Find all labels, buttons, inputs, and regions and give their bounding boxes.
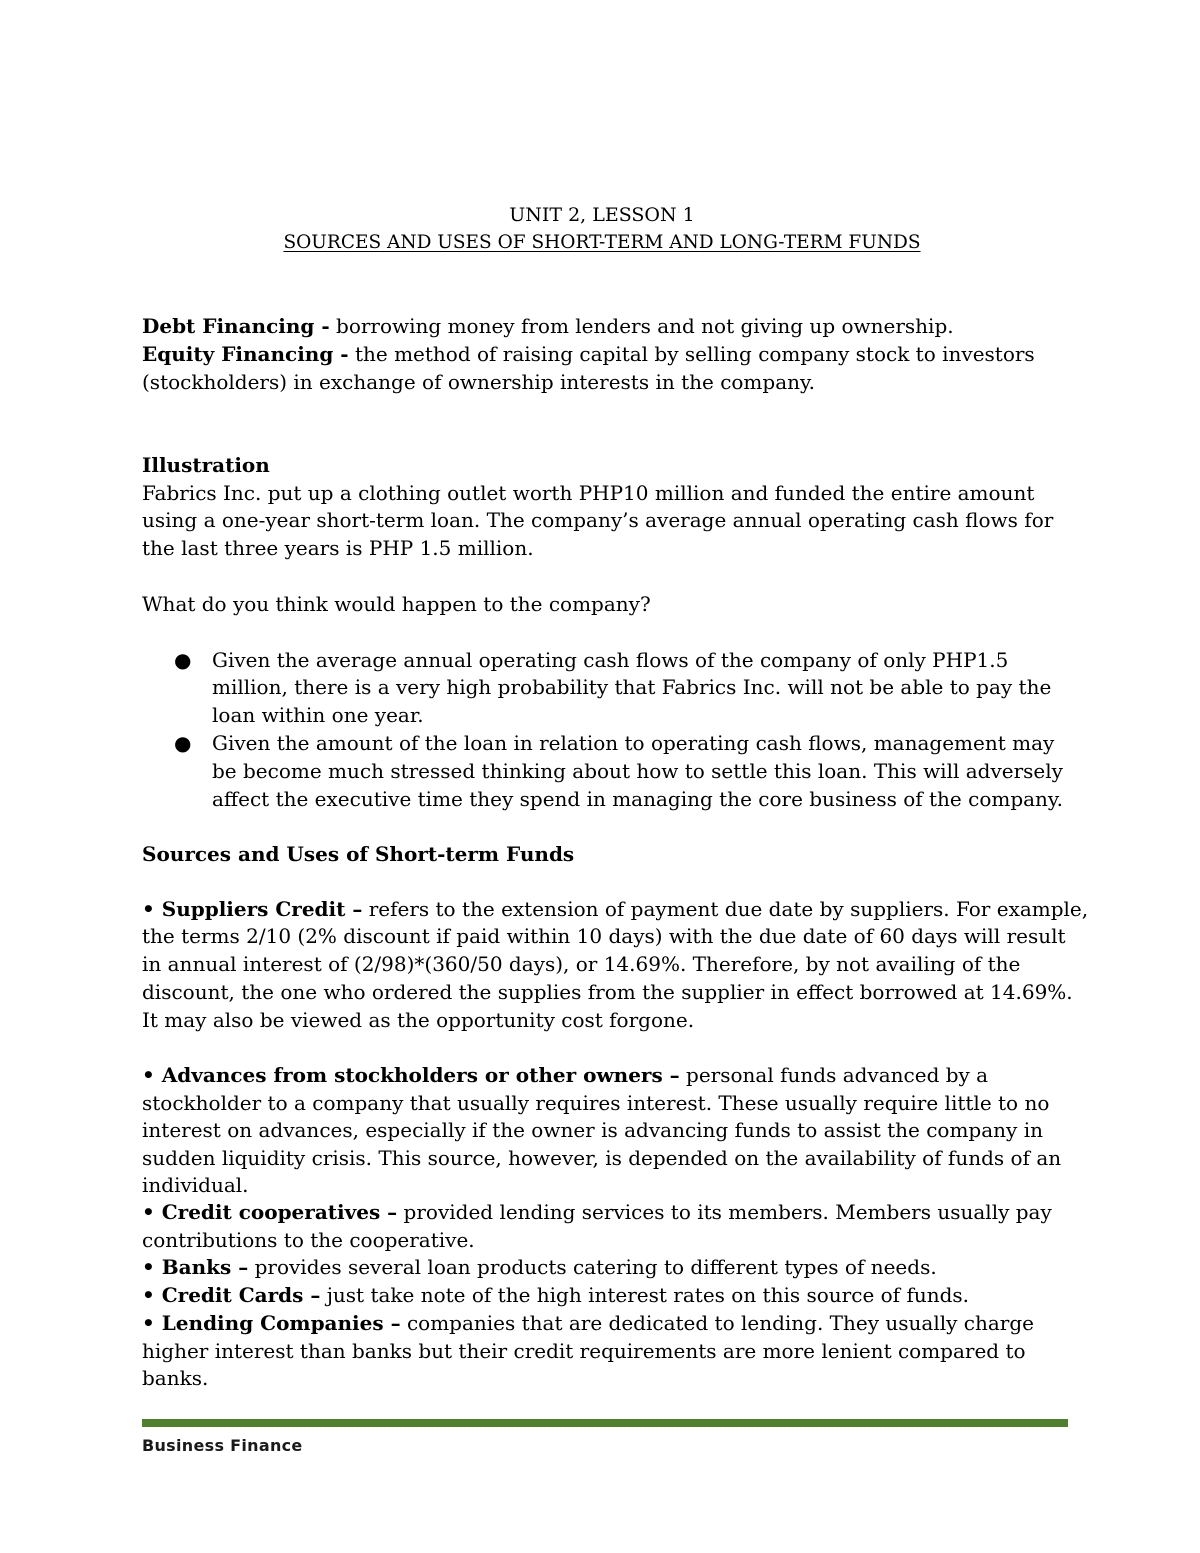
illustration-paragraph-line: the last three years is PHP 1.5 million.: [142, 536, 534, 560]
lending-companies-term: • Lending Companies –: [142, 1311, 401, 1335]
paragraph-line: individual.: [142, 1173, 249, 1197]
page-title: SOURCES AND USES OF SHORT-TERM AND LONG-TERM FUNDS: [283, 232, 921, 253]
short-term-heading: Sources and Uses of Short-term Funds: [142, 842, 575, 866]
credit-cards-item: • Credit Cards – just take note of the high interest rates on this source of funds.: [142, 1283, 970, 1307]
illustration-heading: Illustration: [142, 453, 270, 477]
list-item-line: Given the amount of the loan in relation to operating cash flows, management may: [212, 731, 1055, 755]
banks-item: • Banks – provides several loan products catering to different types of needs.: [142, 1255, 937, 1279]
paragraph-line: higher interest than banks but their credit requirements are more lenient compared to: [142, 1339, 1026, 1363]
paragraph-line: sudden liquidity crisis. This source, however, is depended on the availability of funds of an: [142, 1146, 1062, 1170]
credit-cooperatives-term: • Credit cooperatives –: [142, 1200, 398, 1224]
paragraph-line: discount, the one who ordered the supplies from the supplier in effect borrowed at 14.69%.: [142, 980, 1073, 1004]
credit-cooperatives-item: • Credit cooperatives – provided lending services to its members. Members usually pay: [142, 1200, 1052, 1224]
bullet-icon: ●: [174, 731, 192, 755]
list-item-line: Given the average annual operating cash flows of the company of only PHP1.5: [212, 648, 1009, 672]
bullet-icon: ●: [174, 648, 192, 672]
list-item-line: be become much stressed thinking about how to settle this loan. This will adversely: [212, 759, 1063, 783]
paragraph-line: the terms 2/10 (2% discount if paid within 10 days) with the due date of 60 days will result: [142, 924, 1066, 948]
credit-cards-term: • Credit Cards –: [142, 1283, 321, 1307]
footer-label: Business Finance: [142, 1436, 303, 1455]
lending-companies-item: • Lending Companies – companies that are dedicated to lending. They usually charge: [142, 1311, 1034, 1335]
illustration-question: What do you think would happen to the company?: [142, 592, 651, 616]
paragraph-line: interest on advances, especially if the owner is advancing funds to assist the company in: [142, 1118, 1043, 1142]
equity-financing-text-cont: (stockholders) in exchange of ownership interests in the company.: [142, 370, 816, 394]
list-item-line: million, there is a very high probability that Fabrics Inc. will not be able to pay the: [212, 675, 1052, 699]
debt-financing-term: Debt Financing -: [142, 314, 330, 338]
banks-term: • Banks –: [142, 1255, 249, 1279]
debt-financing-definition: [142, 312, 954, 340]
illustration-paragraph-line: Fabrics Inc. put up a clothing outlet worth PHP10 million and funded the entire amount: [142, 481, 1035, 505]
list-item-line: loan within one year.: [212, 703, 424, 727]
suppliers-credit-item: • Suppliers Credit – refers to the extension of payment due date by suppliers. For example,: [142, 897, 1089, 921]
equity-financing-term: Equity Financing -: [142, 342, 349, 366]
unit-lesson-heading: UNIT 2, LESSON 1: [509, 204, 695, 226]
paragraph-line: stockholder to a company that usually requires interest. These usually require little to no: [142, 1091, 1050, 1115]
paragraph-line: contributions to the cooperative.: [142, 1228, 475, 1252]
footer-divider: [142, 1419, 1068, 1427]
illustration-paragraph-line: using a one-year short-term loan. The company’s average annual operating cash flows for: [142, 508, 1054, 532]
suppliers-credit-term: • Suppliers Credit –: [142, 897, 363, 921]
advances-term: • Advances from stockholders or other owners –: [142, 1063, 680, 1087]
equity-financing-text: the method of raising capital by selling company stock to investors: [348, 342, 1035, 366]
paragraph-line: It may also be viewed as the opportunity cost forgone.: [142, 1008, 695, 1032]
debt-financing-text: borrowing money from lenders and not giving up ownership.: [329, 314, 954, 338]
paragraph-line: in annual interest of (2/98)*(360/50 days), or 14.69%. Therefore, by not availing of the: [142, 952, 1021, 976]
equity-financing-definition: [142, 340, 1035, 368]
paragraph-line: banks.: [142, 1366, 209, 1390]
advances-item: • Advances from stockholders or other owners – personal funds advanced by a: [142, 1063, 989, 1087]
list-item-line: affect the executive time they spend in managing the core business of the company.: [212, 787, 1063, 811]
